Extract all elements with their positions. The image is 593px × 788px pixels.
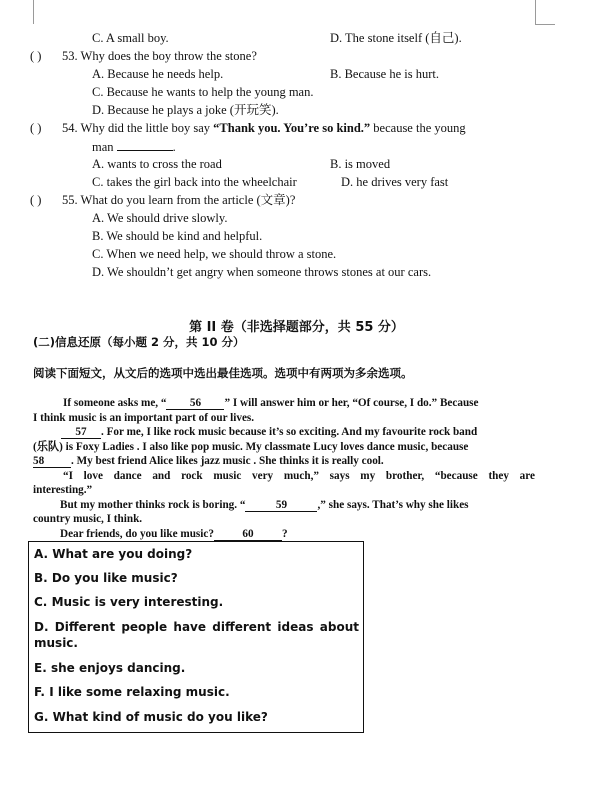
option-label: E. — [34, 661, 47, 675]
q53-option-b: B. Because he is hurt. — [330, 67, 440, 81]
option-text: I like some relaxing music. — [49, 685, 230, 699]
q53-option-a: A. Because he needs help. — [92, 67, 224, 81]
q54-line2-period: . — [172, 140, 176, 154]
question-text: 53. Why does the boy throw the stone? — [62, 49, 257, 63]
q55-option-d: D. We shouldn’t get angry when someone throws stones at our cars. — [92, 265, 432, 279]
option-g[interactable] — [34, 710, 268, 724]
option-a[interactable] — [34, 547, 192, 561]
passage-text: ? — [281, 527, 288, 540]
passage-text: ,” she says. That’s why she likes — [317, 498, 469, 511]
passage-text: Dear friends, do you like music? — [60, 527, 214, 540]
q55-option-b: B. We should be kind and helpful. — [92, 229, 263, 243]
option-d-continued: music. — [34, 636, 78, 650]
crop-mark-left — [33, 0, 34, 24]
section-title: 第 II 卷（非选择题部分，共 55 分） — [189, 320, 404, 335]
option-b[interactable] — [34, 571, 178, 585]
section-subheading: (二)信息还原（每小题 2 分，共 10 分） — [33, 335, 245, 349]
blank-60[interactable]: 60 — [214, 528, 282, 541]
crop-mark-right-horizontal — [535, 24, 555, 25]
passage-text: . My best friend Alice likes jazz music . She thinks it is really cool. — [71, 455, 384, 467]
blank-56[interactable]: 56 — [166, 397, 224, 410]
passage-text: . For me, I like rock music because it’s so exciting. And my favourite rock band — [101, 426, 478, 438]
crop-mark-right — [535, 0, 536, 24]
option-label: D. — [34, 620, 49, 634]
answer-paren[interactable]: ( ) — [30, 49, 42, 63]
passage-line: country music, I think. — [33, 513, 143, 525]
passage-text: ” I will answer him or her, “Of course, I do.” Because — [224, 397, 479, 409]
blank-58[interactable]: 58 — [33, 455, 71, 468]
q54-line2-text — [92, 138, 176, 155]
option-c[interactable] — [34, 595, 223, 609]
passage-line: I think music is an important part of our lives. — [33, 411, 255, 424]
section-instruction: 阅读下面短文，从文后的选项中选出最佳选项。选项中有两项为多余选项。 — [33, 366, 413, 380]
option-f[interactable] — [34, 685, 230, 699]
passage-line — [61, 425, 477, 440]
option-text: What are you doing? — [52, 547, 193, 561]
q55-option-c: C. When we need help, we should throw a stone. — [92, 247, 337, 261]
option-text: Different people have different ideas about — [54, 620, 359, 634]
passage-line — [63, 396, 478, 411]
question-text-end: because the young — [370, 121, 466, 135]
q53-option-d: D. Because he plays a joke (开玩笑). — [92, 103, 279, 117]
passage-text: If someone asks me, “ — [63, 397, 167, 409]
q54-line2-word: man — [92, 140, 114, 154]
question-quote: “Thank you. You’re so kind.” — [213, 121, 371, 135]
answer-blank-line — [117, 138, 173, 151]
question-text-start: 54. Why did the little boy say — [62, 121, 214, 135]
passage-line — [60, 527, 288, 542]
blank-57[interactable]: 57 — [61, 426, 101, 439]
q54-option-d: D. he drives very fast — [341, 175, 449, 189]
option-d[interactable] — [34, 620, 359, 634]
q54-option-b: B. is moved — [330, 157, 391, 171]
option-label: A. — [34, 547, 49, 561]
q54-option-c: C. takes the girl back into the wheelchair — [92, 175, 297, 189]
options-box — [28, 541, 364, 733]
q53-option-c: C. Because he wants to help the young man. — [92, 85, 314, 99]
answer-paren[interactable]: ( ) — [30, 121, 42, 135]
question-text: 55. What do you learn from the article (文章)? — [62, 193, 296, 207]
passage-line: interesting.” — [33, 484, 93, 496]
option-text: she enjoys dancing. — [50, 661, 186, 675]
option-text: Do you like music? — [51, 571, 178, 585]
answer-paren[interactable]: ( ) — [30, 193, 42, 207]
blank-59[interactable]: 59 — [245, 499, 317, 512]
q54-option-a: A. wants to cross the road — [92, 157, 222, 171]
option-label: C. — [34, 595, 48, 609]
option-label: G. — [34, 710, 49, 724]
passage-text: But my mother thinks rock is boring. “ — [60, 498, 246, 511]
option-e[interactable] — [34, 661, 185, 675]
option-label: F. — [34, 685, 45, 699]
option-text: Music is very interesting. — [51, 595, 224, 609]
question-text — [62, 120, 466, 136]
q55-option-a: A. We should drive slowly. — [92, 211, 228, 225]
option-text: What kind of music do you like? — [52, 710, 268, 724]
q52-option-c: C. A small boy. — [92, 31, 169, 45]
option-label: B. — [34, 571, 48, 585]
q52-option-d: D. The stone itself (自己). — [330, 31, 462, 45]
passage-line — [60, 498, 469, 513]
passage-line: “I love dance and rock music very much,” says my brother, “because they are — [63, 469, 535, 482]
passage-line: (乐队) is Foxy Ladies . I also like pop music. My classmate Lucy loves dance music, because — [33, 440, 469, 453]
passage-line — [33, 454, 384, 469]
